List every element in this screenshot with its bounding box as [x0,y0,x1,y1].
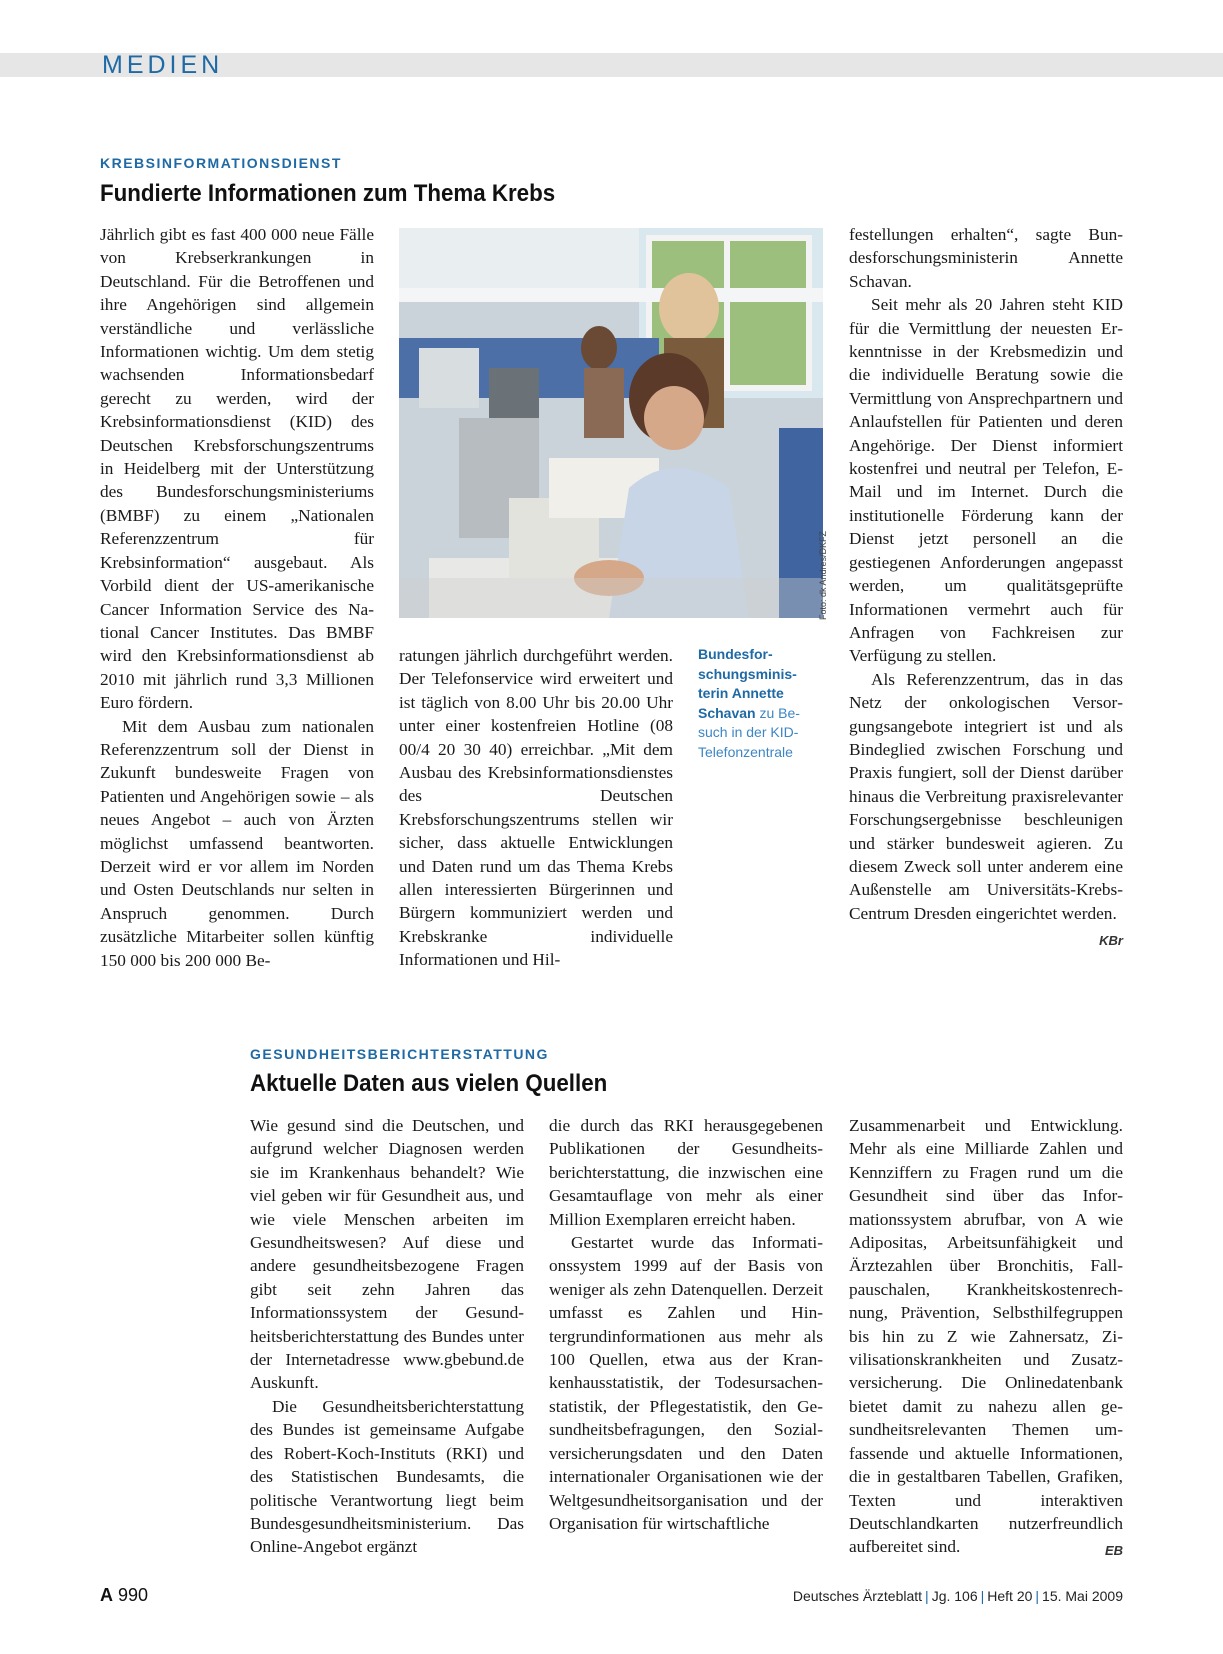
journal-volume: Jg. 106 [931,1588,978,1604]
photo-illustration [399,228,823,618]
paragraph: Wie gesund sind die Deutschen, und aufgrund welcher Diagnosen werden sie im Krankenhaus behandelt? Wie viel geben wir für Gesundheit aus, und wie viele Menschen arbeiten im Gesundheitswesen? Auf diese und andere gesundheitsbezogene Fragen gibt seit zehn Jahren das Informationssystem der Gesundheitsberichterstattung des Bundes unter der Internetadresse www.gbebund.de Auskunft. [250,1116,524,1393]
caption-bold: Bundesforschungsministerin Annette Schavan [698,646,797,721]
paragraph-text: Zusammenarbeit und Entwicklung. Mehr als eine Milliarde Zahlen und Kennziffern zu Fragen rund um die Gesundheit sind über das Informationssystem abrufbar, von A wie Adipositas, Arbeitsunfähigkeit und Ärztezahlen über Bronchitis, Fallpauschalen, Krankheitskostenrechnung, Prävention, Selbsthilfegruppen bis hin zu Z wie Zahnersatz, Zivilisationskrankheiten und Zusatzversicherung. Die Onlinedatenbank bietet damit zu nahezu allen gesundheitsrelevanten Themen umfassende und aktuelle Informationen, die in gestaltbaren Tabellen, Grafiken, Texten und interaktiven Deutschlandkarten nutzerfreundlich aufbereitet sind. [849,1116,1123,1557]
author-signature: EB [1104,1543,1123,1559]
paragraph [849,668,1123,949]
paragraph: Mit dem Ausbau zum nationalen Referenzzentrum soll der Dienst in Zukunft bundesweite Fragen von Patienten und Angehörigen sowie – als neues Angebot – auch von Ärzten möglichst umfassend beantworten. Derzeit wird er vor allem im Norden und Osten Deutschlands nur selten in Anspruch genommen. Durch zusätzliche Mitarbeiter sollen künftig 150 000 bis 200 000 Be- [100,716,374,970]
section-label: MEDIEN [102,51,224,79]
paragraph: Jährlich gibt es fast 400 000 neue Fälle von Krebserkrankungen in Deutschland. Für die Betroffenen und ihre Angehörigen sind allgemein verständliche und verlässliche Informationen wichtig. Um dem stetig wachsenden Informationsbedarf gerecht zu werden, wird der Krebsinformationsdienst (KID) des Deutschen Krebsforschungszentrums in Heidelberg mit der Unterstützung des Bundesforschungsministeriums (BMBF) zu einem „Nationalen Referenzzentrum für Krebsinformation“ ausgebaut. Als Vorbild dient der US-amerikanische Cancer Information Service des National Cancer Institutes. Das BMBF wird den Krebsinformationsdienst ab 2010 mit jährlich rund 3,3 Millionen Euro fördern. [100,225,374,713]
journal-name: Deutsches Ärzteblatt [792,1588,923,1604]
paragraph: die durch das RKI herausgegebenen Publikationen der Gesundheitsberichterstattung, die inzwischen eine Gesamtauflage von mehr als einer Million Exemplaren erreicht haben. [549,1116,823,1229]
photo-caption [698,645,808,762]
article1-headline: Fundierte Informationen zum Thema Krebs [100,180,556,207]
article1-column-3 [849,223,1123,953]
page-number [100,1585,148,1606]
author-signature: KBr [1099,933,1123,949]
page-number-value: 990 [118,1585,149,1605]
paragraph: Die Gesundheitsberichterstattung des Bundes ist gemeinsame Aufgabe des Robert-Koch-Instituts (RKI) und des Statistischen Bundesamts, die politische Verantwortung liegt beim Bundesgesundheitsministerium. Das Online-Angebot ergänzt [250,1396,524,1557]
caption-text: zu Besuch in der KID-Telefonzentrale [698,704,800,760]
paragraph: Seit mehr als 20 Jahren steht KID für die Vermittlung der neuesten Erkenntnisse in der Krebsmedizin und die individuelle Beratung sowie die Vermittlung von Ansprechpartnern und Anlaufstellen für Patienten und deren Angehörige. Der Dienst informiert kostenfrei und neutral per Telefon, E-Mail und im Internet. Durch die institutionelle Förderung kann der Dienst jetzt personell an die gestiegenen Anforderungen angepasst werden, um qualitätsgeprüfte Informationen vermehrt auch für Anfragen von Fachkreisen zur Verfügung zu stellen. [849,295,1123,666]
article1-column-2 [399,644,673,972]
journal-info: Deutsches Ärzteblatt | Jg. 106 | Heft 20 | 15. Mai 2009 [792,1588,1123,1604]
paragraph: festellungen erhalten“, sagte Bundesforschungsministerin Annette Schavan. [849,225,1123,291]
page-prefix: A [100,1585,113,1605]
article2-column-2 [549,1114,823,1535]
article2-kicker: GESUNDHEITSBERICHTERSTATTUNG [250,1046,549,1062]
paragraph [849,1114,1123,1559]
article1-kicker: KREBSINFORMATIONSDIENST [100,155,342,171]
paragraph: Gestartet wurde das Informationssystem 1999 auf der Basis von weniger als zehn Datenquellen. Derzeit umfasst es Zahlen und Hintergrundinformationen aus mehr als 100 Quellen, etwa aus der Krankenhausstatistik, der Todesursachenstatistik, der Pflegestatistik, den Gesundheitsbefragungen, den Sozialversicherungsdaten und den Daten internationaler Organisationen wie der Weltgesundheitsorganisation und der Organisation für wirtschaftliche [549,1233,823,1533]
photo-call-center [399,228,823,618]
photo-credit: Foto: dk Andres/DKFZ [818,530,828,620]
article2-column-3 [849,1114,1123,1563]
article2-headline: Aktuelle Daten aus vielen Quellen [250,1070,608,1097]
article1-column-1 [100,223,374,972]
journal-issue: Heft 20 [987,1588,1033,1604]
paragraph-text: Als Referenzzentrum, das in das Netz der onkologischen Versorgungsangebote integriert ist und als Bindeglied zwischen Forschung und Praxis fungiert, soll der Dienst darüber hinaus die Verbreitung praxisrelevanter Forschungsergebnisse beschleunigen und stärker bundesweit agieren. Zu diesem Zweck soll unter anderem eine Außenstelle am Universitäts-Krebs-Centrum Dresden eingerichtet werden. [849,669,1123,923]
journal-date: 15. Mai 2009 [1042,1588,1123,1604]
article2-column-1 [250,1114,524,1559]
paragraph: ratungen jährlich durchgeführt werden. Der Telefonservice wird erweitert und ist täglich von 8.00 Uhr bis 20.00 Uhr unter einer kostenfreien Hotline (08 00/4 20 30 40) erreichbar. „Mit dem Ausbau des Krebsinformationsdienstes des Deutschen Krebsforschungszentrums stellen wir sicher, dass aktuelle Entwicklungen und Daten rund um das Thema Krebs allen interessierten Bürgerinnen und Bürgern kommuniziert werden und Krebskranke individuelle Informationen und Hil- [399,646,673,970]
